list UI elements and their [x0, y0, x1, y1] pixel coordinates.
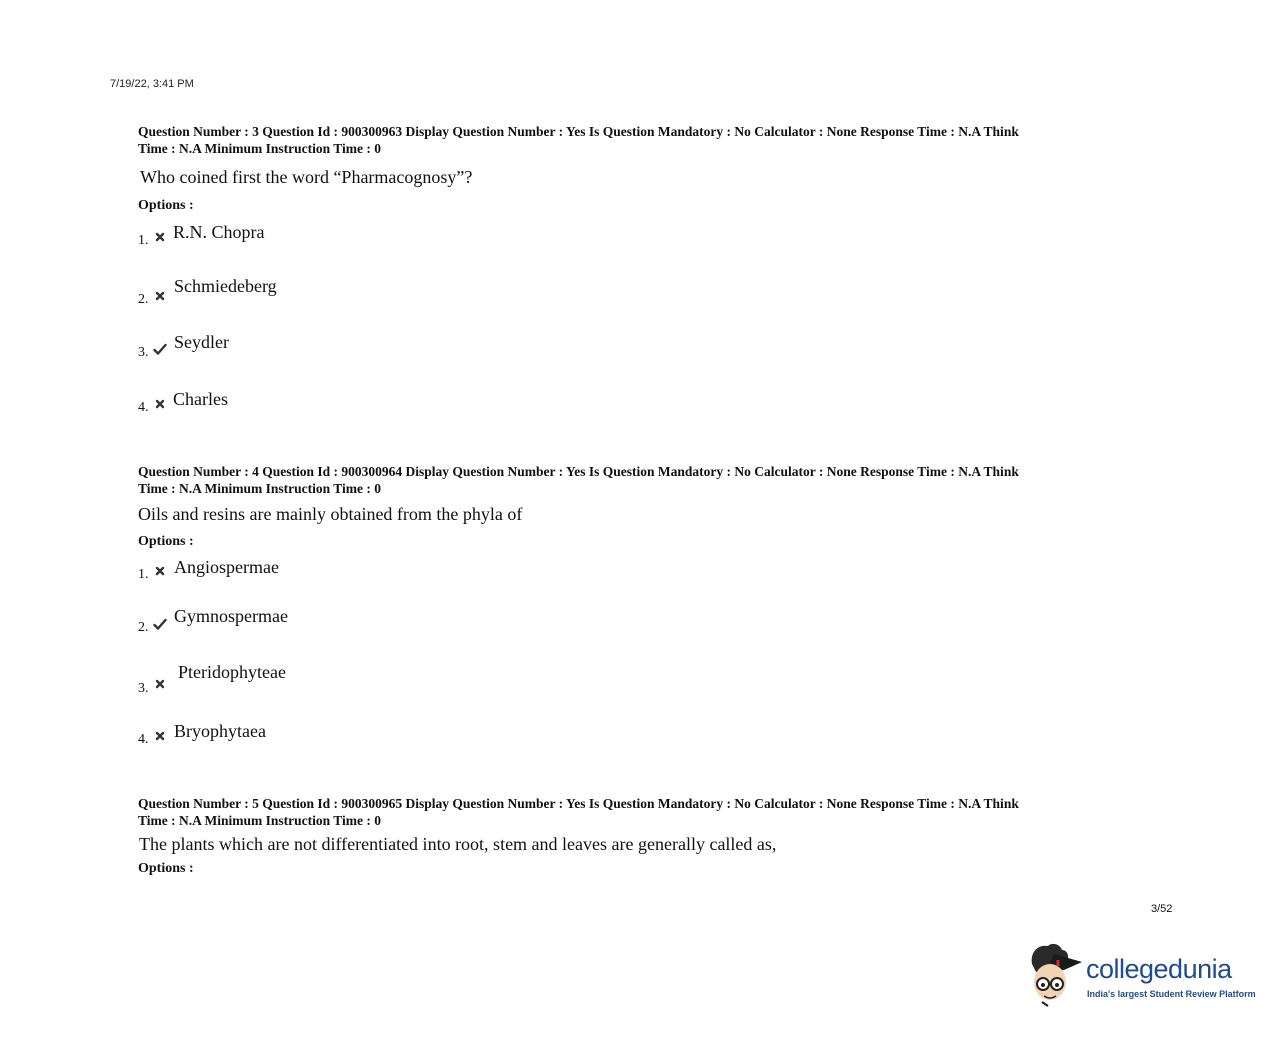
cross-icon: [153, 289, 167, 303]
question-5-text: The plants which are not differentiated into root, stem and leaves are generally called as,: [139, 834, 777, 854]
q3-option-3-number: 3.: [138, 345, 149, 360]
question-4-meta-line1: Question Number : 4 Question Id : 900300964 Display Question Number : Yes Is Question Mandatory : No Calculator : None Response Time : N.A Think: [138, 464, 1019, 479]
question-4-meta: [138, 463, 1138, 497]
cross-icon: [153, 230, 167, 244]
cross-icon: [153, 677, 167, 691]
question-4-options-label: Options :: [138, 534, 194, 549]
q4-option-1-number: 1.: [138, 567, 149, 582]
cross-icon: [153, 397, 167, 411]
q4-option-4-number: 4.: [138, 732, 149, 747]
q4-option-2-number: 2.: [138, 620, 149, 635]
q3-option-2-text: Schmiedeberg: [174, 276, 277, 296]
q4-option-1-text: Angiospermae: [174, 557, 279, 577]
question-3-options-label: Options :: [138, 198, 194, 213]
question-3-meta-line2: Time : N.A Minimum Instruction Time : 0: [138, 141, 382, 156]
question-3-text: Who coined first the word “Pharmacognosy”?: [140, 167, 473, 187]
q3-option-4-text: Charles: [173, 389, 228, 409]
q4-option-3-text: Pteridophyteae: [178, 662, 286, 682]
question-5-meta: [138, 795, 1138, 829]
collegedunia-mascot-logo: [1024, 940, 1086, 1010]
q4-option-3-number: 3.: [138, 681, 149, 696]
collegedunia-logo-tagline: India's largest Student Review Platform: [1087, 989, 1256, 999]
q3-option-3-text: Seydler: [174, 332, 229, 352]
question-3-meta: [138, 123, 1138, 157]
question-5-options-label: Options :: [138, 861, 194, 876]
q3-option-4-number: 4.: [138, 400, 149, 415]
question-4-text: Oils and resins are mainly obtained from the phyla of: [138, 504, 523, 524]
q3-option-1-number: 1.: [138, 233, 149, 248]
check-icon: [153, 342, 167, 356]
q4-option-2-text: Gymnospermae: [174, 606, 288, 626]
cross-icon: [153, 564, 167, 578]
question-5-meta-line2: Time : N.A Minimum Instruction Time : 0: [138, 813, 382, 828]
page-number: 3/52: [1151, 903, 1173, 915]
q3-option-1-text: R.N. Chopra: [173, 222, 265, 242]
question-3-meta-line1: Question Number : 3 Question Id : 900300963 Display Question Number : Yes Is Question Mandatory : No Calculator : None Response Time : N.A Think: [138, 124, 1019, 139]
question-4-meta-line2: Time : N.A Minimum Instruction Time : 0: [138, 481, 382, 496]
q3-option-2-number: 2.: [138, 292, 149, 307]
collegedunia-logo-text: collegedunia: [1086, 954, 1232, 984]
q4-option-4-text: Bryophytaea: [174, 721, 266, 741]
check-icon: [153, 617, 167, 631]
print-timestamp: 7/19/22, 3:41 PM: [110, 78, 194, 90]
question-5-meta-line1: Question Number : 5 Question Id : 900300965 Display Question Number : Yes Is Question Mandatory : No Calculator : None Response Time : N.A Think: [138, 796, 1019, 811]
cross-icon: [153, 729, 167, 743]
